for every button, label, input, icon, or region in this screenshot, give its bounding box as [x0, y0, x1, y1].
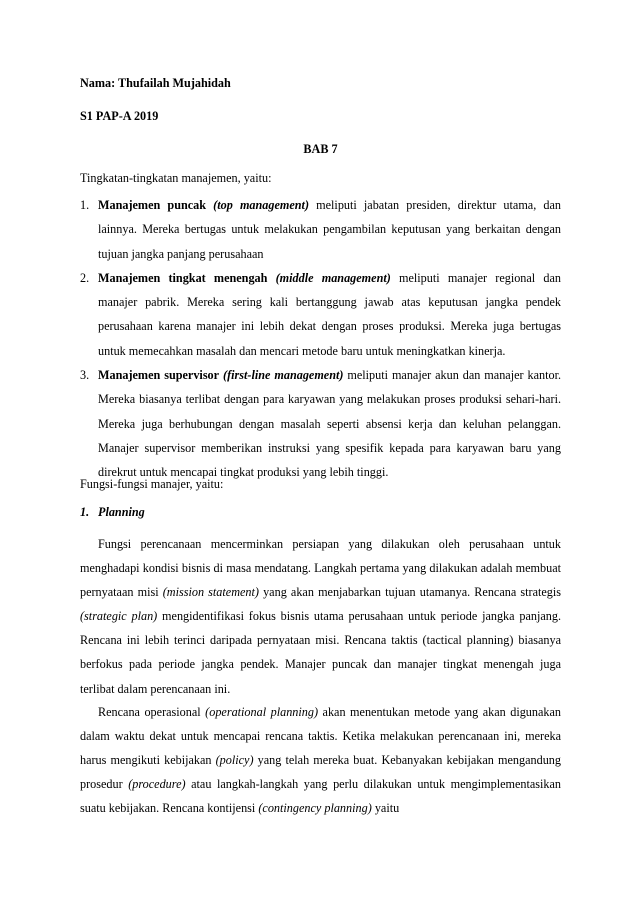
section-title: Planning [98, 505, 145, 519]
item-title: Manajemen supervisor [98, 368, 220, 383]
item-term: (first-line management) [223, 368, 344, 383]
item-title: Manajemen puncak [98, 198, 207, 212]
functions-intro: Fungsi-fungsi manajer, yaitu: [80, 477, 224, 491]
levels-intro: Tingkatan-tingkatan manajemen, yaitu: [80, 171, 272, 185]
author-name: Nama: Thufailah Mujahidah [80, 76, 231, 90]
item-title: Manajemen tingkat menengah [98, 270, 268, 285]
item-text: meliputi manajer akun dan manajer kantor. Mereka biasanya terlibat dengan para karyawan yang melakukan proses produksi sehari-hari. Mereka juga berhubungan dengan masalah seperti absensi kerja dan keluhan pelanggan. Manajer supervisor memberikan instruksi yang spesifik kepada para karyawan baru yang direkrut untuk mencapai tingkat produksi yang lebih tinggi. [98, 368, 562, 480]
planning-paragraph-2: Rencana operasional (operational planning) akan menentukan metode yang akan digunakan dalam waktu dekat untuk mencapai rencana taktis. Ketika melakukan perencanaan ini, mereka harus mengikuti kebijakan (policy) yang telah mereka buat. Kebanyakan kebijakan mengandung prosedur (procedure) atau langkah-langkah yang perlu dilakukan untuk mengimplementasikan suatu kebijakan. Rencana kontijensi (contingency planning) yaitu [80, 705, 562, 816]
chapter-title: BAB 7 [303, 142, 338, 156]
section-heading: 1. Planning [80, 505, 145, 519]
list-item: 3. Manajemen supervisor (first-line management) meliputi manajer akun dan manajer kantor. Mereka biasanya terlibat dengan para karyawan yang melakukan proses produksi sehari-hari. Mereka juga berhubungan dengan masalah seperti absensi kerja dan keluhan pelanggan. Manajer supervisor memberikan instruksi yang spesifik kepada para karyawan baru yang direkrut untuk mencapai tingkat produksi yang lebih tinggi. [80, 368, 562, 480]
management-levels-list [80, 193, 561, 485]
list-item: 1. Manajemen puncak (top management) meliputi jabatan presiden, direktur utama, dan lainnya. Mereka bertugas untuk melakukan pengambilan keputusan yang berkaitan dengan tujuan jangka panjang perusahaan [80, 198, 561, 261]
class-info: S1 PAP-A 2019 [80, 109, 159, 123]
item-term: (middle management) [275, 270, 391, 285]
planning-paragraph-1: Fungsi perencanaan mencerminkan persiapan yang dilakukan oleh perusahaan untuk menghadapi kondisi bisnis di masa mendatang. Langkah pertama yang dilakukan adalah membuat pernyataan misi (mission statement) yang akan menjabarkan tujuan utamanya. Rencana strategis (strategic plan) mengidentifikasi fokus bisnis utama perusahaan untuk periode jangka panjang. Rencana ini lebih terinci daripada pernyataan misi. Rencana taktis (tactical planning) biasanya berfokus pada periode jangka pendek. Manajer puncak dan manajer tingkat menengah juga terlibat dalam perencanaan ini. [80, 537, 562, 696]
item-term: (top management) [213, 198, 310, 212]
list-item: 2. Manajemen tingkat menengah (middle management) meliputi manajer regional dan manajer pabrik. Mereka sering kali bertanggung jawab atas keputusan jangka pendek perusahaan karena manajer ini lebih dekat dengan proses produksi. Mereka juga bertugas untuk memecahkan masalah dan mencari metode baru untuk meningkatkan kinerja. [80, 270, 561, 358]
item-text: meliputi manajer regional dan manajer pabrik. Mereka sering kali bertanggung jawab atas keputusan jangka pendek perusahaan karena manajer ini lebih dekat dengan proses produksi. Mereka juga bertugas untuk memecahkan masalah dan mencari metode baru untuk meningkatkan kinerja. [98, 270, 561, 358]
item-text: meliputi jabatan presiden, direktur utama, dan lainnya. Mereka bertugas untuk melakukan pengambilan keputusan yang berkaitan dengan tujuan jangka panjang perusahaan [98, 198, 561, 261]
